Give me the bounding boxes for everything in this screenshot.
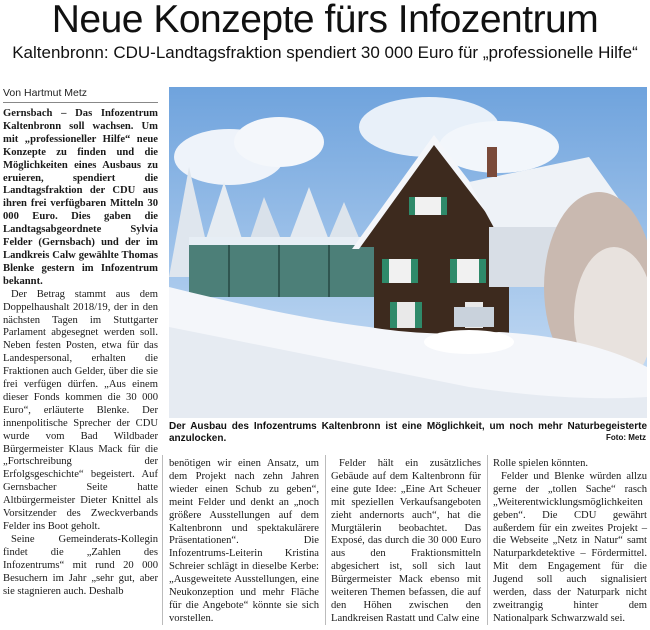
column-divider xyxy=(325,455,326,625)
photo-credit: Foto: Metz xyxy=(606,433,646,442)
subheadline: Kaltenbronn: CDU-Landtagsfraktion spendiert 30 000 Euro für „professionelle Hilfe“ xyxy=(12,43,638,62)
body-paragraph: Felder hält ein zusätzliches Gebäude auf dem Kaltenbronn für eine gute Idee: „Eine Art Scheuer mit speziellen Verkaufsangeboten zieht andernorts auch“, hat die Murgtälerin beobachtet. Das Exposé, das durch die 30 000 Euro aus den Fraktionsmitteln abgesichert ist, soll sich laut Bürgermeister Mack ebenso mit weiteren Themen befassen, die auf den Höhen zwischen den Landkreisen Rastatt und Calw eine xyxy=(331,458,481,624)
body-paragraph: Felder und Blenke würden allzu gerne der „tollen Sache“ rasch „Weiterentwicklungsmöglichkeiten geben“. Die CDU gewährt außerdem für ein zweites Projekt – die Webseite „Netz in Natur“ samt Naturparkdetektive – Fördermittel. Mit dem Engagement für die Jugend soll auch signalisiert werden, dass der Naturpark nicht zweitrangig hinter dem Nationalpark Schwarzwald sei. xyxy=(493,470,647,624)
body-paragraph: benötigen wir einen Ansatz, um dem Projekt nach zehn Jahren wieder einen Schub zu geben“, meint Felder und denkt an „noch größere Ausstellungen auf dem Kaltenbronn und spektakulärere Präsentationen“. Die Infozentrums-Leiterin Kristina Schreier schlägt in dieselbe Kerbe: „Ausgeweitete Ausstellungen, eine Neukonzeption und mehr Fläche für die Angebote“ könnte sie sich vorstellen. xyxy=(169,458,319,624)
body-paragraph: Seine Gemeinderats-Kollegin findet die „Zahlen des Infozentrums“ mit rund 20 000 Besuchern im Jahr „sehr gut, aber sie stagnieren auch. Deshalb xyxy=(3,533,158,597)
lead-paragraph: Gernsbach – Das Infozentrum Kaltenbronn soll wachsen. Um mit „professioneller Hilfe“ neue Konzepte zu finden und die Möglichkeiten eines Ausbaus zu eruieren, spendiert die Landtagsfraktion der CDU aus ihren frei verfügbaren Mitteln 30 000 Euro. Dies gaben die Landtagsabgeordnete Sylvia Felder (Gernsbach) und der im Landkreis Calw gewählte Thomas Blenke gestern im Infozentrum bekannt. xyxy=(3,108,158,287)
body-paragraph: Rolle spielen könnten. xyxy=(493,458,589,469)
winter-house-image xyxy=(169,87,647,418)
column-divider xyxy=(487,455,488,625)
photo-caption: Der Ausbau des Infozentrums Kaltenbronn ist eine Möglichkeit, um noch mehr Naturbegeisterte anzulocken. xyxy=(169,421,647,444)
infozentrum-photo xyxy=(169,87,647,418)
headline: Neue Konzepte fürs Infozentrum xyxy=(51,0,599,41)
article-column-4 xyxy=(493,458,647,626)
article-column-2 xyxy=(169,458,319,626)
article-column-1 xyxy=(3,108,158,598)
body-paragraph: Der Betrag stammt aus dem Doppelhaushalt 2018/19, der in den nächsten Tagen im Stuttgarter Parlament abgesegnet werden soll. Neben festen Posten, etwa für das Landespersonal, erhalten die Fraktionen auch Gelder, über die sie frei verfügen dürfen. „Aus einem dieser Fonds kommen die 30 000 Euro“, erläuterte Blenke. Der innenpolitische Sprecher der CDU wurde vom Bad Wildbader Bürgermeister Klaus Mack für die „Fortschreibung der Erfolgsgeschichte“ begeistert. Auf Gernsbacher Seite hatte Altbürgermeister Dieter Knittel als Vorsitzender des Zweckverbands Felder ins Boot geholt. xyxy=(3,288,158,532)
column-divider xyxy=(162,455,163,625)
author-byline: Von Hartmut Metz xyxy=(3,87,88,99)
article-column-3 xyxy=(331,458,481,626)
byline-divider xyxy=(3,102,158,103)
